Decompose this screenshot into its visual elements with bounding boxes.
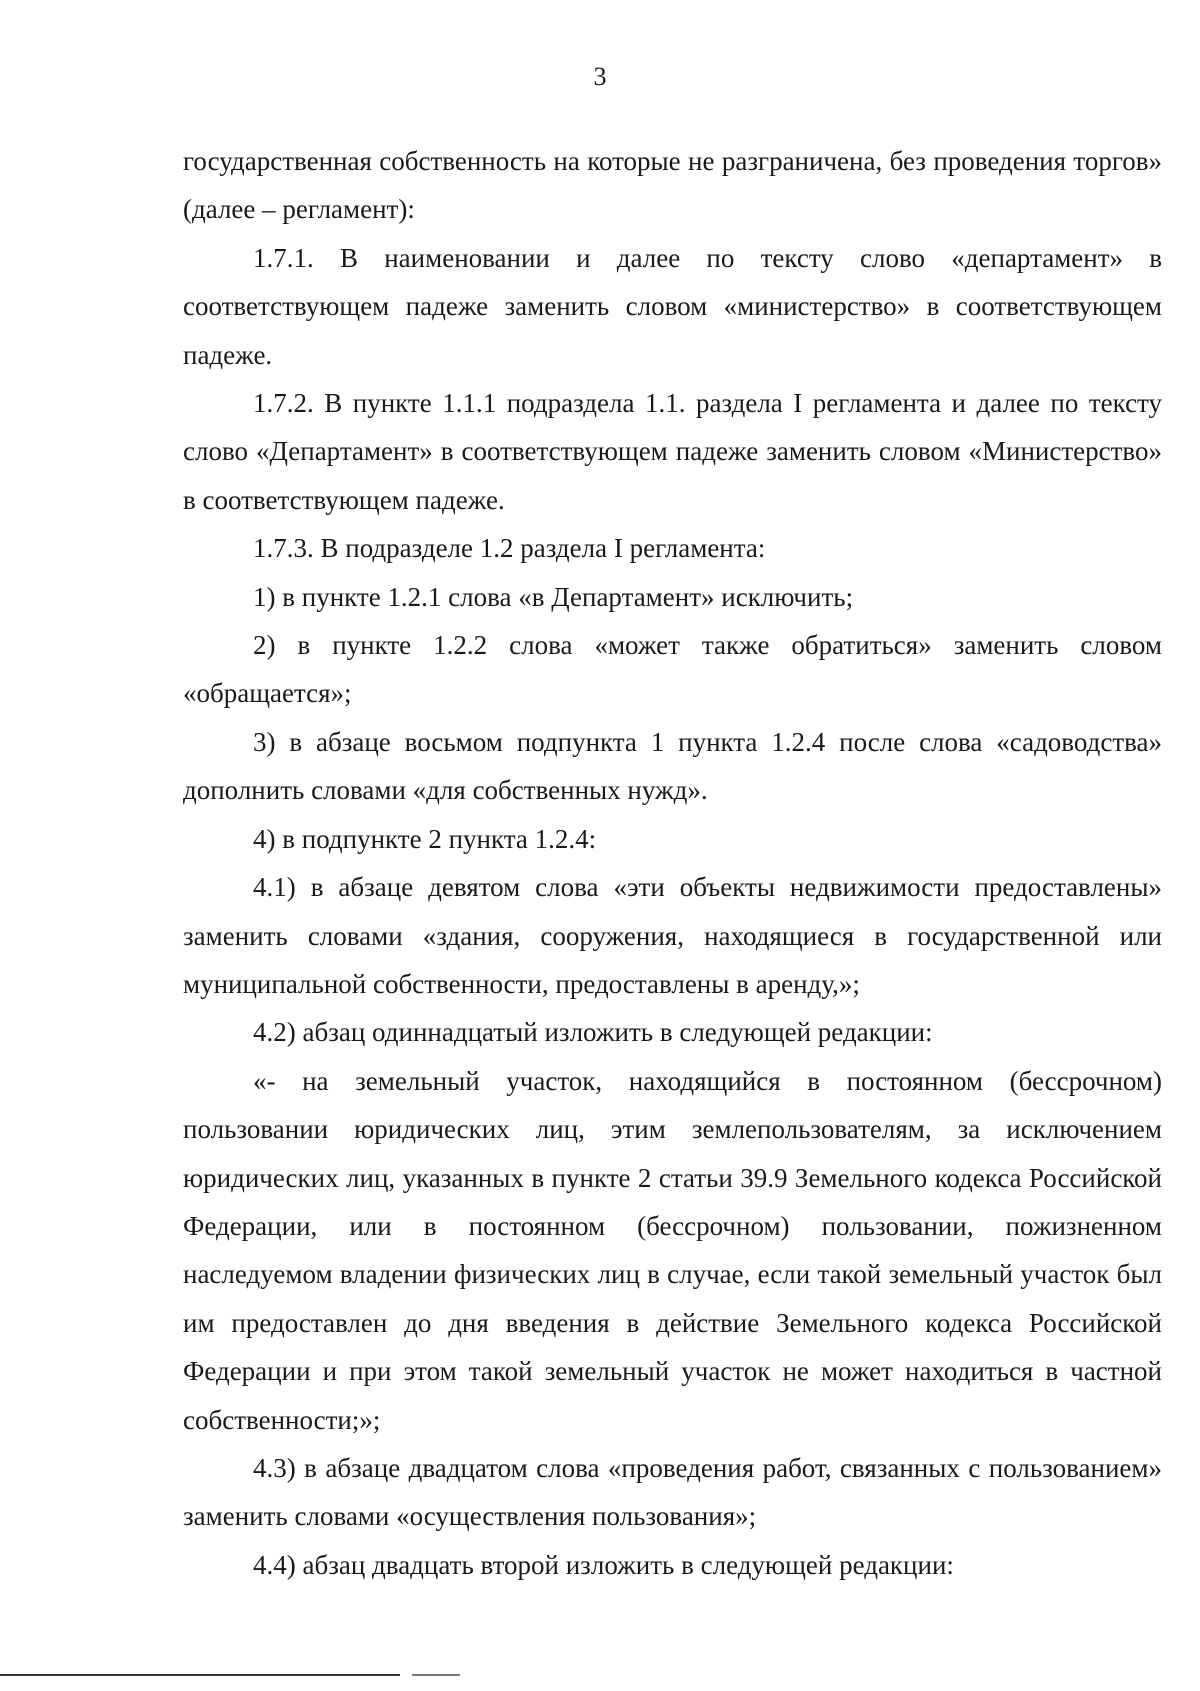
list-item-3: 3) в абзаце восьмом подпункта 1 пункта 1.2.4 после слова «садоводства» дополнить словами «для собственных нужд». xyxy=(183,726,1162,806)
page-number: 3 xyxy=(593,62,607,91)
list-item-4-1: 4.1) в абзаце девятом слова «эти объекты недвижимости предоставлены» заменить словами «здания, сооружения, находящиеся в государственной или муниципальной собственности, предоставлены в аренду,»; xyxy=(183,872,1162,999)
bottom-scan-line xyxy=(0,1674,400,1676)
list-item-4-2: 4.2) абзац одиннадцатый изложить в следующей редакции: xyxy=(253,1017,933,1048)
paragraph-1-7-2: 1.7.2. В пункте 1.1.1 подраздела 1.1. раздела I регламента и далее по тексту слово «Департамент» в соответствующем падеже заменить словом «Министерство» в соответствующем падеже. xyxy=(183,388,1162,515)
list-item-4: 4) в подпункте 2 пункта 1.2.4: xyxy=(253,823,597,854)
bottom-scan-line-fragment xyxy=(412,1674,460,1676)
paragraph-1-7-3: 1.7.3. В подразделе 1.2 раздела I регламента: xyxy=(253,533,766,564)
paragraph-1-7-1: 1.7.1. В наименовании и далее по тексту слово «департамент» в соответствующем падеже заменить словом «министерство» в соответствующем падеже. xyxy=(183,242,1162,370)
list-item-4-3: 4.3) в абзаце двадцатом слова «проведения работ, связанных с пользованием» заменить словами «осуществления пользования»; xyxy=(183,1452,1162,1532)
list-item-2: 2) в пункте 1.2.2 слова «может также обратиться» заменить словом «обращается»; xyxy=(183,630,1162,709)
paragraph-continuation: государственная собственность на которые не разграничена, без проведения торгов» (далее – регламент): xyxy=(183,146,1162,225)
list-item-1: 1) в пункте 1.2.1 слова «в Департамент» исключить; xyxy=(253,581,854,612)
list-item-4-4: 4.4) абзац двадцать второй изложить в следующей редакции: xyxy=(253,1549,954,1580)
document-body xyxy=(183,137,1162,1589)
quoted-paragraph: «- на земельный участок, находящийся в постоянном (бессрочном) пользовании юридических лиц, этим землепользователям, за исключением юридических лиц, указанных в пункте 2 статьи 39.9 Земельного кодекса Российской Федерации, или в постоянном (бессрочном) пользовании, пожизненном наследуемом владении физических лиц в случае, если такой земельный участок был им предоставлен до дня введения в действие Земельного кодекса Российской Федерации и при этом такой земельный участок не может находиться в частной собственности;»; xyxy=(183,1065,1162,1435)
